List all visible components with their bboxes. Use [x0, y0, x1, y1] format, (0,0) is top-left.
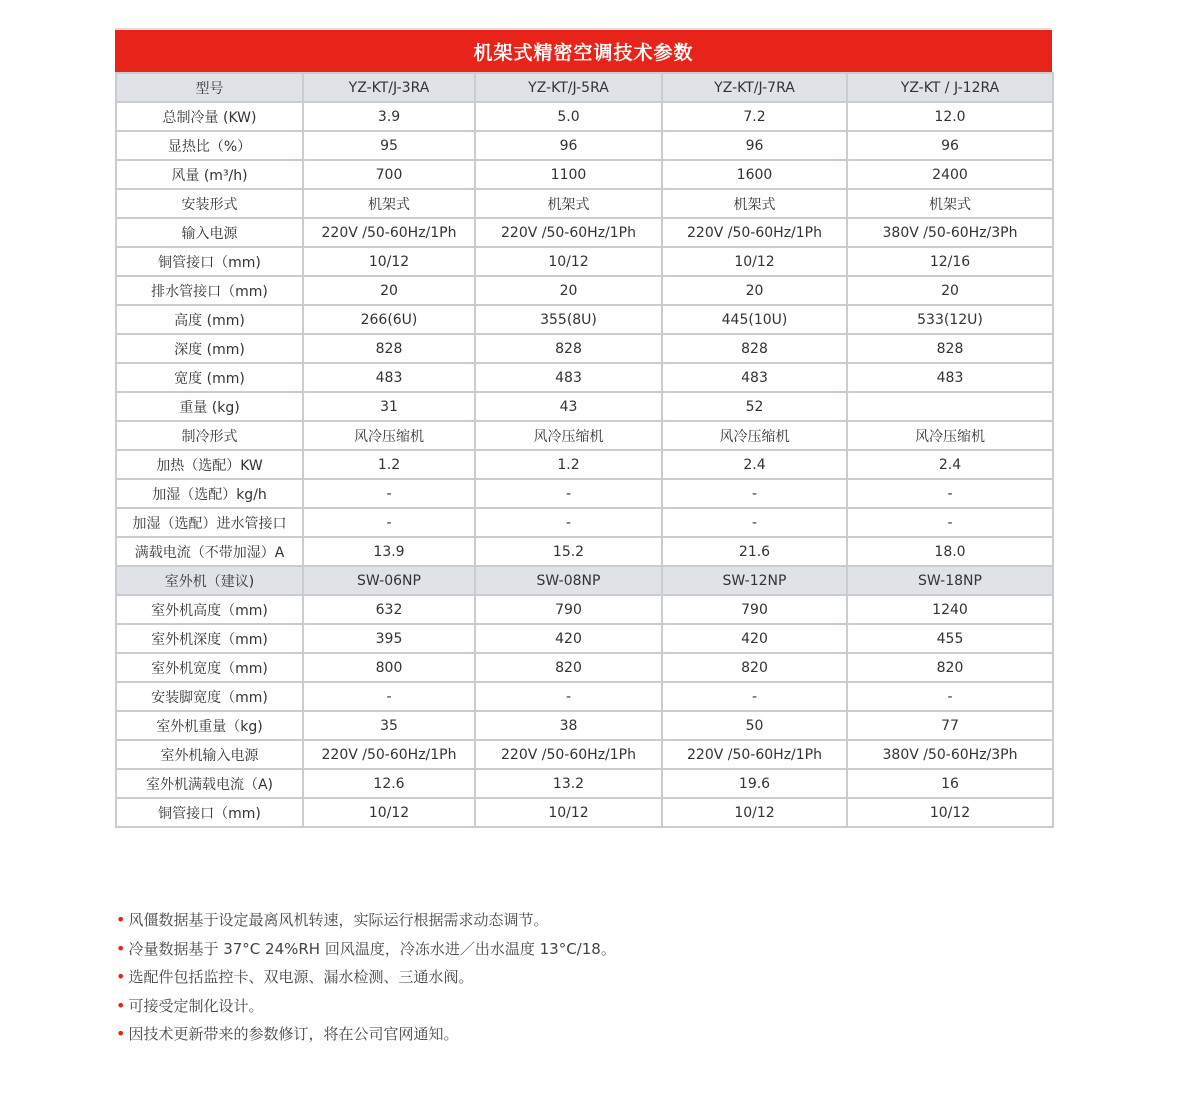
- table-cell: 632: [303, 595, 475, 624]
- row-label: 深度 (mm): [116, 334, 303, 363]
- table-cell: 95: [303, 131, 475, 160]
- table-cell: 355(8U): [475, 305, 662, 334]
- note-text: 风僵数据基于设定最离风机转速，实际运行根据需求动态调节。: [128, 911, 549, 929]
- table-cell: 机架式: [475, 189, 662, 218]
- row-label: 重量 (kg): [116, 392, 303, 421]
- table-cell: 2.4: [847, 450, 1053, 479]
- table-row: [116, 508, 1053, 537]
- table-cell: 800: [303, 653, 475, 682]
- table-cell: 35: [303, 711, 475, 740]
- table-cell: 2.4: [662, 450, 847, 479]
- table-cell: 77: [847, 711, 1053, 740]
- table-row: [116, 334, 1053, 363]
- table-cell: 10/12: [847, 798, 1053, 827]
- table-cell: 220V /50-60Hz/1Ph: [662, 740, 847, 769]
- table-cell: 420: [475, 624, 662, 653]
- table-cell: -: [662, 479, 847, 508]
- table-row: [116, 537, 1053, 566]
- table-cell: 38: [475, 711, 662, 740]
- table-cell: SW-08NP: [475, 566, 662, 595]
- table-cell: 19.6: [662, 769, 847, 798]
- table-cell: 风冷压缩机: [847, 421, 1053, 450]
- bullet-icon: •: [116, 938, 126, 958]
- table-cell: -: [847, 508, 1053, 537]
- table-row: [116, 421, 1053, 450]
- bullet-icon: •: [116, 967, 126, 986]
- table-cell: 828: [475, 334, 662, 363]
- table-cell: YZ-KT/J-7RA: [662, 73, 847, 102]
- table-cell: 483: [662, 363, 847, 392]
- table-cell: 483: [303, 363, 475, 392]
- table-cell: 风冷压缩机: [303, 421, 475, 450]
- table-cell: 12.0: [847, 102, 1053, 131]
- table-cell: [847, 392, 1053, 421]
- table-row: [116, 305, 1053, 334]
- note-text: 因技术更新带来的参数修订，将在公司官网通知。: [128, 1025, 459, 1043]
- table-row: [116, 276, 1053, 305]
- table-title: 机架式精密空调技术参数: [115, 28, 1052, 72]
- bullet-icon: •: [116, 910, 126, 929]
- table-cell: -: [475, 682, 662, 711]
- table-cell: 43: [475, 392, 662, 421]
- table-cell: 10/12: [475, 247, 662, 276]
- bullet-icon: •: [116, 995, 126, 1015]
- table-cell: 风冷压缩机: [662, 421, 847, 450]
- table-row: [116, 450, 1053, 479]
- table-row: [116, 682, 1053, 711]
- table-cell: 10/12: [662, 247, 847, 276]
- row-label: 安装脚宽度（mm): [116, 682, 303, 711]
- table-cell: 790: [475, 595, 662, 624]
- table-cell: 3.9: [303, 102, 475, 131]
- table-row: [116, 479, 1053, 508]
- table-cell: 380V /50-60Hz/3Ph: [847, 740, 1053, 769]
- row-label: 显热比（%）: [116, 131, 303, 160]
- row-label: 室外机宽度（mm): [116, 653, 303, 682]
- table-cell: 风冷压缩机: [475, 421, 662, 450]
- table-cell: YZ-KT/J-3RA: [303, 73, 475, 102]
- row-label: 风量 (m³/h): [116, 160, 303, 189]
- table-cell: 31: [303, 392, 475, 421]
- table-cell: SW-18NP: [847, 566, 1053, 595]
- table-cell: SW-06NP: [303, 566, 475, 595]
- table-cell: 20: [847, 276, 1053, 305]
- note-text: 可接受定制化设计。: [128, 996, 264, 1015]
- table-cell: 220V /50-60Hz/1Ph: [303, 218, 475, 247]
- table-cell: -: [303, 682, 475, 711]
- row-label: 满载电流（不带加湿）A: [116, 537, 303, 566]
- table-row: [116, 189, 1053, 218]
- table-row: [116, 160, 1053, 189]
- table-cell: 12.6: [303, 769, 475, 798]
- table-cell: 52: [662, 392, 847, 421]
- row-label: 制冷形式: [116, 421, 303, 450]
- table-cell: 2400: [847, 160, 1053, 189]
- table-cell: 828: [303, 334, 475, 363]
- row-label: 室外机满载电流（A): [116, 769, 303, 798]
- row-label: 高度 (mm): [116, 305, 303, 334]
- note-item: [116, 992, 616, 1021]
- table-row: [116, 711, 1053, 740]
- table-cell: -: [303, 508, 475, 537]
- table-cell: 18.0: [847, 537, 1053, 566]
- table-cell: 1240: [847, 595, 1053, 624]
- table-cell: 12/16: [847, 247, 1053, 276]
- table-cell: 机架式: [847, 189, 1053, 218]
- note-item: [116, 1020, 616, 1049]
- row-label: 总制冷量 (KW): [116, 102, 303, 131]
- table-cell: 10/12: [662, 798, 847, 827]
- table-cell: 20: [475, 276, 662, 305]
- table-row: [116, 798, 1053, 827]
- table-cell: 395: [303, 624, 475, 653]
- table-cell: 10/12: [303, 798, 475, 827]
- table-row: [116, 769, 1053, 798]
- table-cell: 13.9: [303, 537, 475, 566]
- table-cell: 7.2: [662, 102, 847, 131]
- table-cell: 1600: [662, 160, 847, 189]
- table-cell: 220V /50-60Hz/1Ph: [662, 218, 847, 247]
- table-cell: 20: [303, 276, 475, 305]
- row-label: 宽度 (mm): [116, 363, 303, 392]
- row-label: 加湿（选配）进水管接口: [116, 508, 303, 537]
- table-cell: 96: [475, 131, 662, 160]
- row-label: 室外机高度（mm): [116, 595, 303, 624]
- table-cell: -: [662, 682, 847, 711]
- table-cell: 10/12: [303, 247, 475, 276]
- row-label: 加湿（选配）kg/h: [116, 479, 303, 508]
- row-label: 排水管接口（mm): [116, 276, 303, 305]
- table-cell: YZ-KT / J-12RA: [847, 73, 1053, 102]
- table-cell: 10/12: [475, 798, 662, 827]
- table-cell: 820: [475, 653, 662, 682]
- table-cell: 533(12U): [847, 305, 1053, 334]
- table-cell: -: [303, 479, 475, 508]
- table-cell: 483: [475, 363, 662, 392]
- table-cell: -: [662, 508, 847, 537]
- table-cell: -: [847, 682, 1053, 711]
- table-cell: 13.2: [475, 769, 662, 798]
- spec-table: [115, 72, 1054, 828]
- table-cell: 828: [847, 334, 1053, 363]
- table-cell: 380V /50-60Hz/3Ph: [847, 218, 1053, 247]
- table-cell: 1.2: [303, 450, 475, 479]
- table-row: [116, 102, 1053, 131]
- table-cell: 1100: [475, 160, 662, 189]
- table-cell: 483: [847, 363, 1053, 392]
- table-cell: 820: [847, 653, 1053, 682]
- row-label: 室外机重量（kg): [116, 711, 303, 740]
- table-cell: 828: [662, 334, 847, 363]
- table-cell: 96: [847, 131, 1053, 160]
- table-cell: 820: [662, 653, 847, 682]
- outdoor-header-row: [116, 566, 1053, 595]
- table-cell: 20: [662, 276, 847, 305]
- note-item: [116, 963, 616, 992]
- table-cell: -: [475, 479, 662, 508]
- table-cell: 机架式: [662, 189, 847, 218]
- note-text: 冷量数据基于 37°C 24%RH 回风温度，冷冻水进／出水温度 13°C/18。: [128, 939, 616, 958]
- row-label: 室外机输入电源: [116, 740, 303, 769]
- table-row: [116, 653, 1053, 682]
- table-cell: -: [847, 479, 1053, 508]
- notes-list: [116, 906, 616, 1049]
- table-cell: 50: [662, 711, 847, 740]
- table-cell: 5.0: [475, 102, 662, 131]
- table-row: [116, 218, 1053, 247]
- table-cell: 220V /50-60Hz/1Ph: [303, 740, 475, 769]
- table-cell: 21.6: [662, 537, 847, 566]
- table-cell: 220V /50-60Hz/1Ph: [475, 218, 662, 247]
- spec-table-section: [115, 28, 1052, 828]
- table-cell: 15.2: [475, 537, 662, 566]
- table-cell: SW-12NP: [662, 566, 847, 595]
- table-row: [116, 131, 1053, 160]
- row-label: 室外机（建议): [116, 566, 303, 595]
- row-label: 室外机深度（mm): [116, 624, 303, 653]
- bullet-icon: •: [116, 1024, 126, 1043]
- row-label: 型号: [116, 73, 303, 102]
- note-item: [116, 906, 616, 935]
- table-cell: 266(6U): [303, 305, 475, 334]
- table-header-row: [116, 73, 1053, 102]
- row-label: 加热（选配）KW: [116, 450, 303, 479]
- table-cell: 96: [662, 131, 847, 160]
- table-cell: 420: [662, 624, 847, 653]
- note-item: [116, 935, 616, 964]
- table-row: [116, 624, 1053, 653]
- table-row: [116, 247, 1053, 276]
- row-label: 安装形式: [116, 189, 303, 218]
- table-cell: 790: [662, 595, 847, 624]
- table-cell: 220V /50-60Hz/1Ph: [475, 740, 662, 769]
- note-text: 选配件包括监控卡、双电源、漏水检测、三通水阀。: [128, 968, 474, 986]
- row-label: 输入电源: [116, 218, 303, 247]
- table-row: [116, 363, 1053, 392]
- table-cell: -: [475, 508, 662, 537]
- table-row: [116, 392, 1053, 421]
- table-cell: 455: [847, 624, 1053, 653]
- table-cell: 1.2: [475, 450, 662, 479]
- row-label: 铜管接口（mm): [116, 247, 303, 276]
- table-cell: YZ-KT/J-5RA: [475, 73, 662, 102]
- table-cell: 机架式: [303, 189, 475, 218]
- table-cell: 445(10U): [662, 305, 847, 334]
- table-row: [116, 740, 1053, 769]
- table-cell: 700: [303, 160, 475, 189]
- table-cell: 16: [847, 769, 1053, 798]
- table-row: [116, 595, 1053, 624]
- row-label: 铜管接口（mm): [116, 798, 303, 827]
